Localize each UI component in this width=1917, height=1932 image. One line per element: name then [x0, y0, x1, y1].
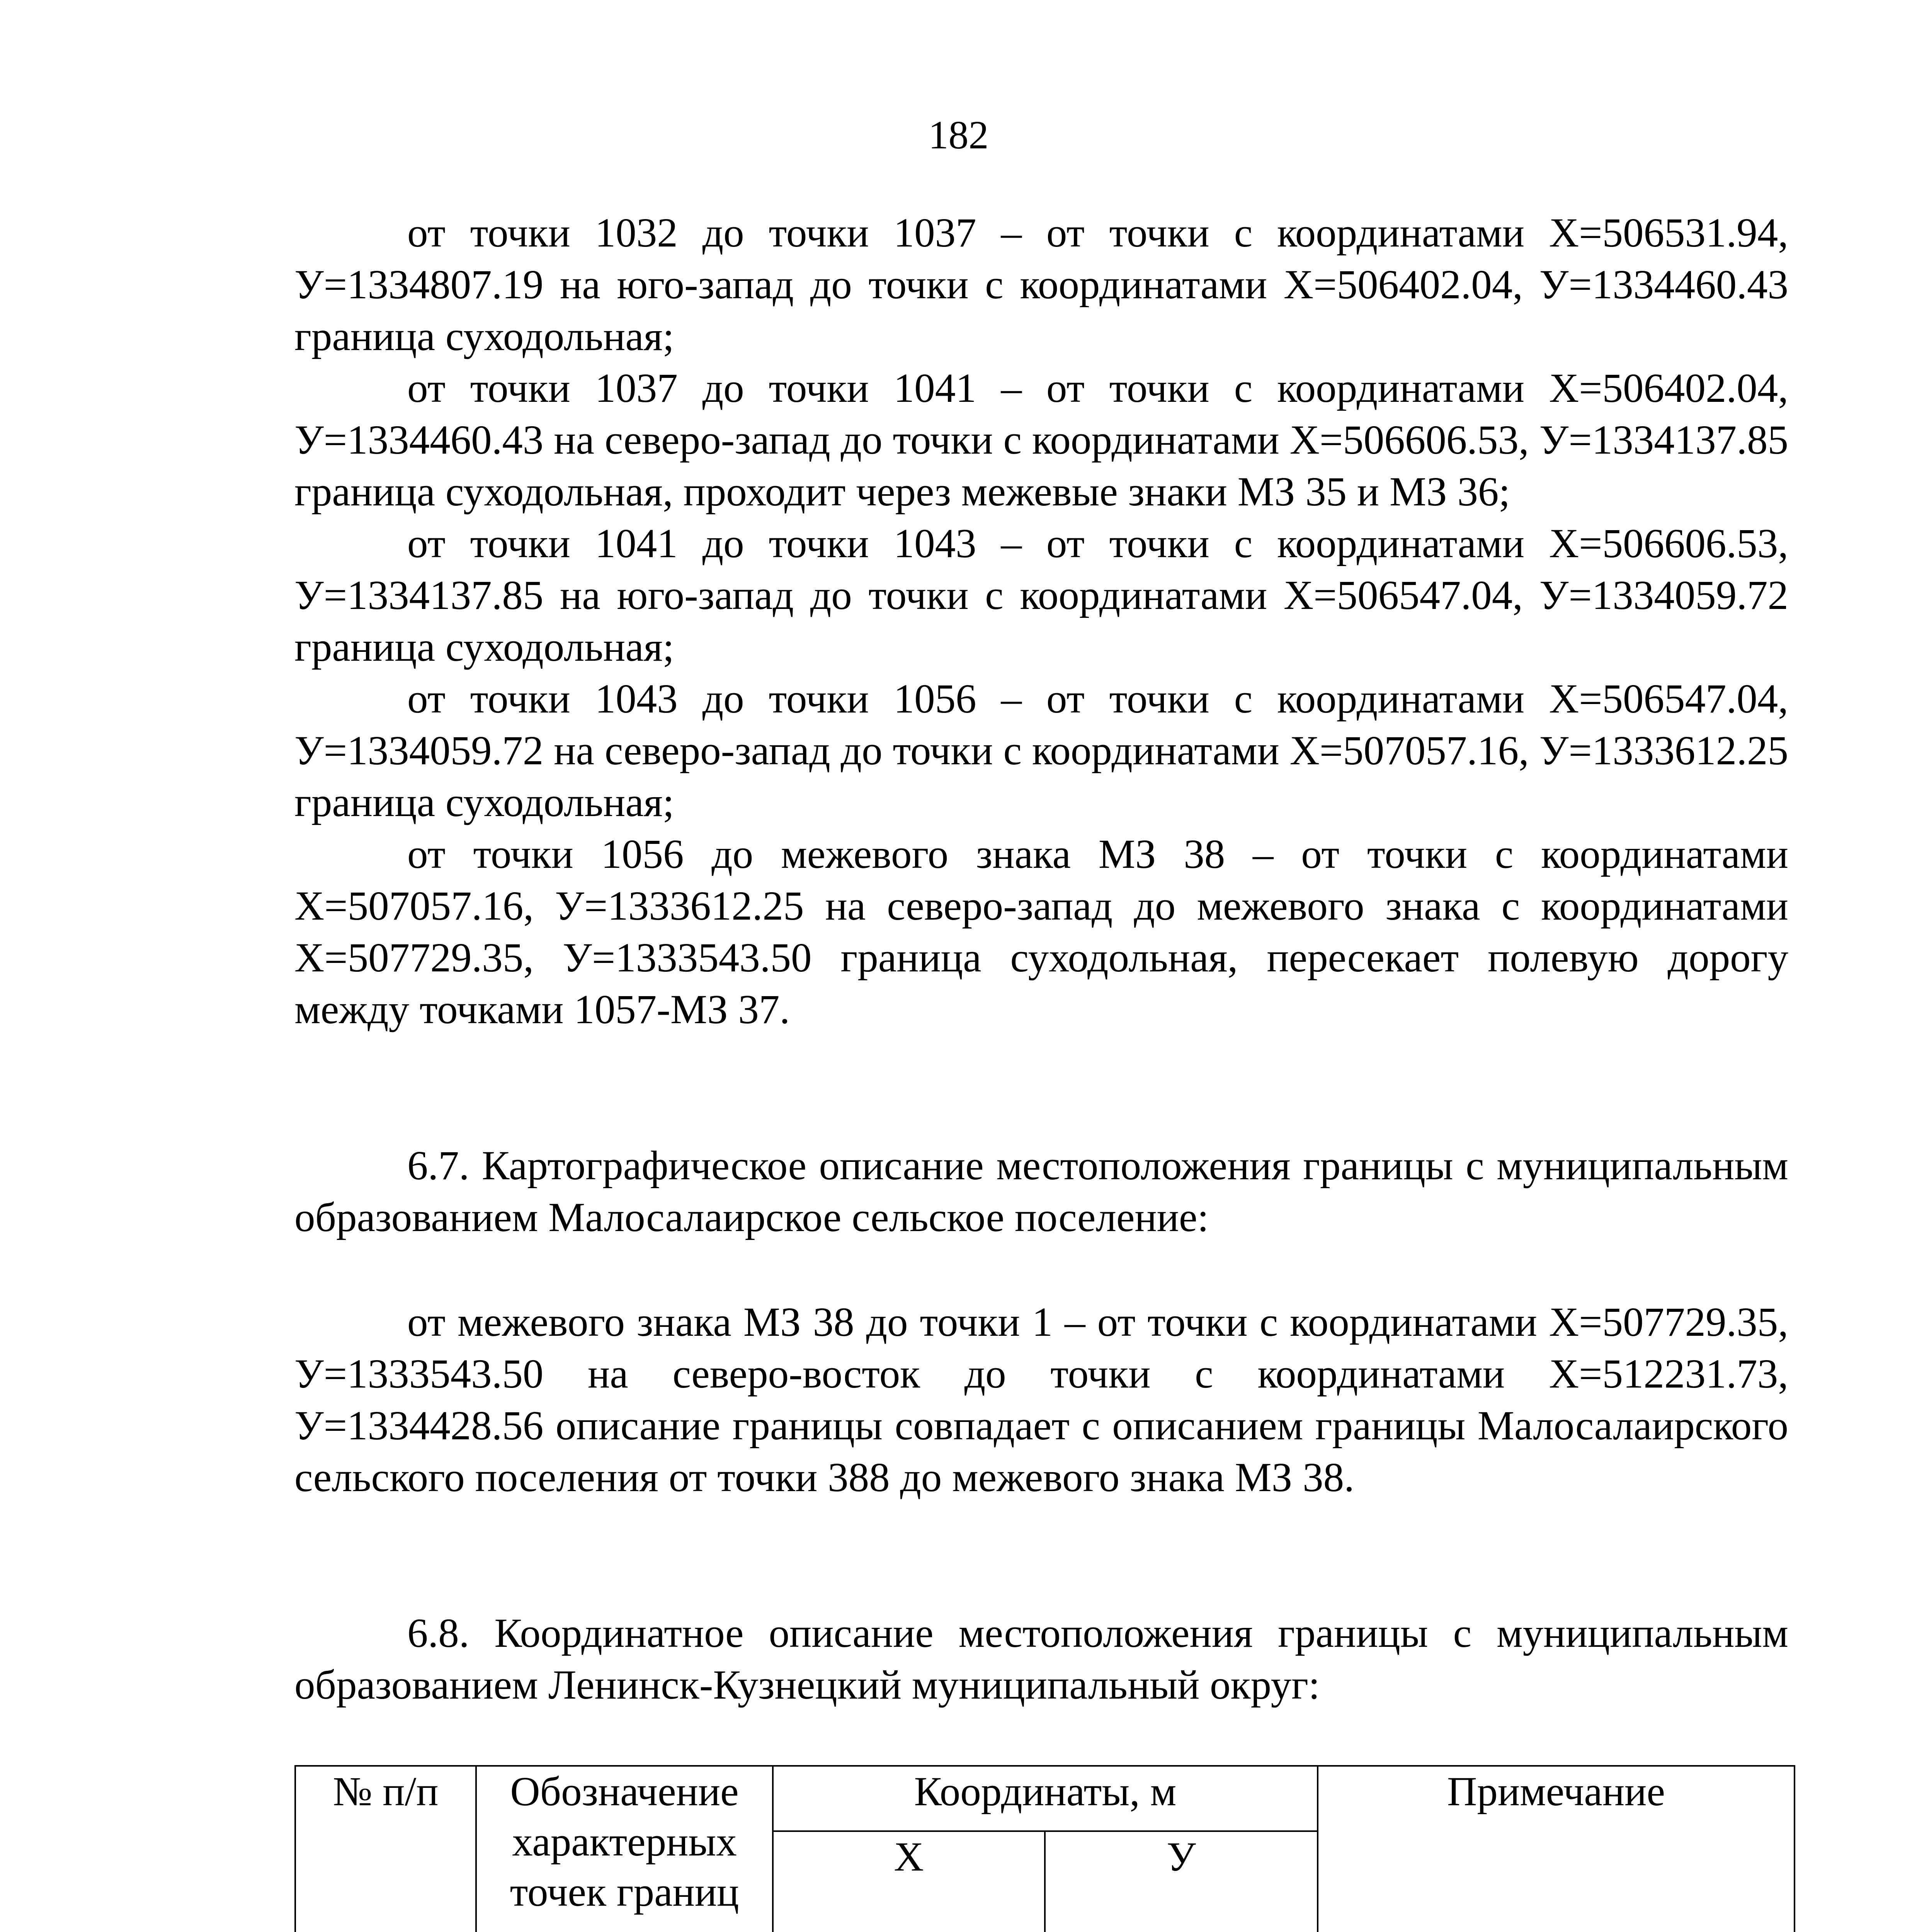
section-6-7-text: от межевого знака МЗ 38 до точки 1 – от точки с координатами Х=507729.35, У=1333543.50 на северо-восток до точки с координатами Х=512231.73, У=1334428.56 описание границы совпадает с описанием границы Малосалаирского сельского поселения от точки 388 до межевого знака МЗ 38. [294, 1299, 1788, 1500]
boundary-description [294, 207, 1788, 1036]
paragraph: от точки 1037 до точки 1041 – от точки с координатами Х=506402.04, У=1334460.43 на северо-запад до точки с координатами Х=506606.53, У=1334137.85 граница суходольная, проходит через межевые знаки МЗ 35 и МЗ 36; [294, 366, 1788, 515]
header-note: Примечание [1318, 1766, 1795, 1932]
paragraph: от точки 1041 до точки 1043 – от точки с координатами Х=506606.53, У=1334137.85 на юго-запад до точки с координатами Х=506547.04, У=1334059.72 граница суходольная; [294, 521, 1788, 670]
paragraph: от точки 1032 до точки 1037 – от точки с координатами Х=506531.94, У=1334807.19 на юго-запад до точки с координатами Х=506402.04, У=1334460.43 граница суходольная; [294, 210, 1788, 359]
section-6-8-heading-block [294, 1607, 1788, 1711]
paragraph: от точки 1056 до межевого знака МЗ 38 – от точки с координатами Х=507057.16, У=1333612.25 на северо-запад до межевого знака с координатами Х=507729.35, У=1333543.50 граница суходольная, пересекает полевую дорогу между точками 1057-МЗ 37. [294, 832, 1788, 1032]
header-x: Х [773, 1831, 1045, 1932]
page-number: 182 [928, 113, 989, 157]
section-6-7-heading: 6.7. Картографическое описание местоположения границы с муниципальным образованием Малосалаирское сельское поселение: [294, 1143, 1788, 1240]
section-6-8-heading: 6.8. Координатное описание местоположения границы с муниципальным образованием Ленинск-Кузнецкий муниципальный округ: [294, 1611, 1788, 1708]
header-designation: Обозначение характерных точек границ [476, 1766, 773, 1932]
header-num: № п/п [295, 1766, 476, 1932]
coordinates-table [294, 1765, 1795, 1932]
header-y: У [1045, 1831, 1318, 1932]
section-6-7-text-block [294, 1296, 1788, 1503]
paragraph: от точки 1043 до точки 1056 – от точки с координатами Х=506547.04, У=1334059.72 на северо-запад до точки с координатами Х=507057.16, У=1333612.25 граница суходольная; [294, 676, 1788, 825]
section-6-7-heading-block [294, 1140, 1788, 1243]
header-coords: Координаты, м [773, 1766, 1318, 1831]
